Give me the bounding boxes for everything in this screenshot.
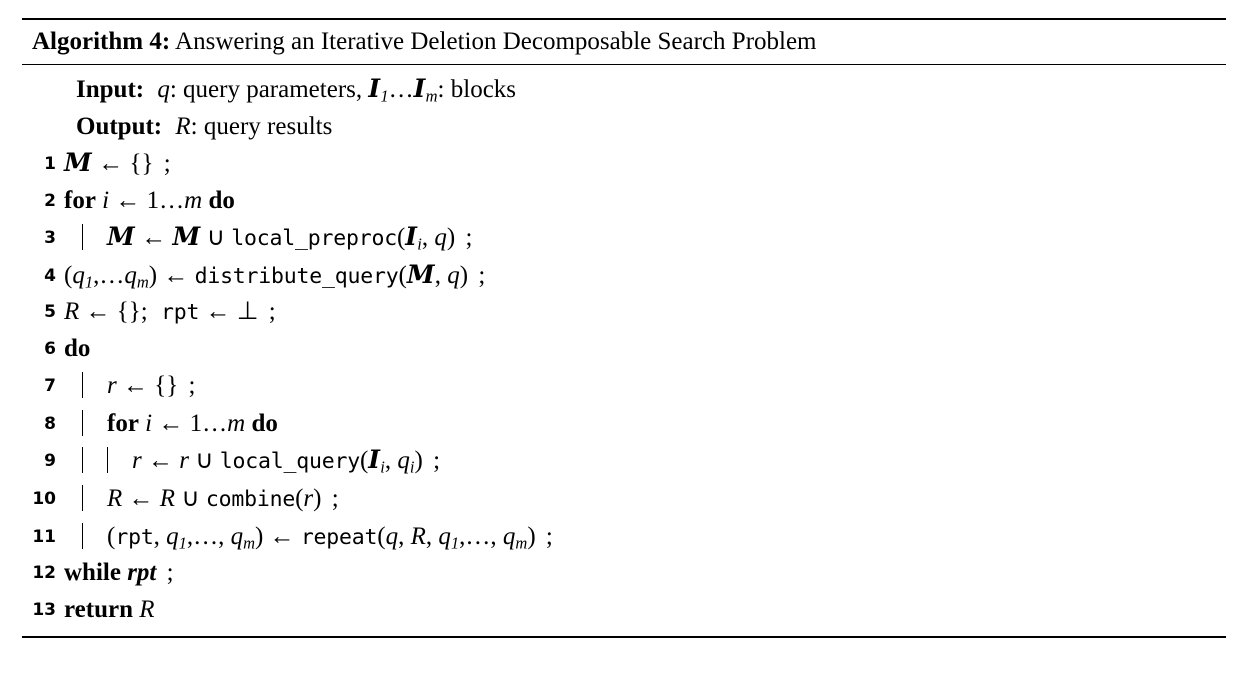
algorithm-line-5 [22, 294, 1226, 331]
algorithm-line-8 [22, 405, 1226, 443]
output-line: Output: R: query results [76, 112, 333, 140]
algorithm-line-4 [22, 257, 1226, 295]
line-number: 5 [44, 302, 56, 323]
line-number: 13 [32, 599, 56, 620]
line-content: M ← M ∪ $local\_preproc(I_i$, q) ; [107, 222, 473, 254]
line-content: while rpt ; [64, 559, 174, 587]
line-number: 11 [32, 526, 56, 547]
line-content: (rpt, $q_1,\dots$, $q_m$) ← repeat(q, R, $q_1,\dots$, $q_m$) ; [107, 522, 553, 553]
indent-bar [107, 447, 108, 473]
algorithm-line-13 [22, 592, 1226, 629]
line-number: 7 [44, 376, 56, 397]
algorithm-caption [22, 20, 1226, 64]
indent-bar [82, 410, 83, 436]
indent-bar [82, 485, 83, 511]
line-number: 12 [32, 563, 56, 584]
output-keyword: Output: [76, 112, 163, 140]
line-content: return R [64, 595, 155, 623]
indent-bar [82, 224, 83, 250]
line-content: $(q_1,\dots q_m)$ ← distribute_query(M, q) ; [64, 259, 486, 292]
line-number: 9 [44, 451, 56, 472]
algorithm-line-7 [22, 367, 1226, 405]
line-number: 10 [32, 489, 56, 510]
algorithm-line-10 [22, 480, 1226, 518]
line-content: for i ← 1…m do [107, 409, 278, 437]
indent-bar [82, 447, 83, 473]
indent-bar [82, 372, 83, 398]
bottom-rule [22, 636, 1226, 638]
input-keyword: Input: [76, 76, 145, 104]
line-content: for i ← 1…m do [64, 186, 235, 214]
line-content: do [64, 334, 91, 362]
line-number: 3 [44, 228, 56, 249]
algorithm-line-2 [22, 183, 1226, 220]
line-number: 6 [44, 338, 56, 359]
algorithm-line-11 [22, 518, 1226, 556]
line-number: 8 [44, 413, 56, 434]
algorithm-line-1 [22, 145, 1226, 183]
line-number: 2 [44, 190, 56, 211]
algorithm-line-12 [22, 555, 1226, 592]
input-line: Input: q: query parameters, $I_1\dots I_m$: blocks [76, 74, 517, 106]
algorithm-label: Algorithm 4: [32, 28, 171, 55]
line-content: R ← {}; rpt ← ⊥ ; [64, 298, 276, 326]
line-content: r ← r ∪ $local\_query(I_i$, $q_i$) ; [132, 445, 441, 478]
algorithm-float [22, 18, 1226, 638]
line-number: 1 [44, 154, 56, 175]
algorithm-line-6 [22, 331, 1226, 368]
indent-bar [82, 523, 83, 549]
algorithm-title: Answering an Iterative Deletion Decomposable Search Problem [175, 28, 817, 55]
algorithm-body [22, 65, 1226, 636]
line-content: M ← {} ; [64, 148, 171, 178]
line-number: 4 [44, 265, 56, 286]
line-content: R ← R ∪ combine(r) ; [107, 485, 339, 513]
line-content: r ← {} ; [107, 372, 196, 400]
algorithm-line-3 [22, 219, 1226, 257]
algorithm-line-9 [22, 442, 1226, 480]
